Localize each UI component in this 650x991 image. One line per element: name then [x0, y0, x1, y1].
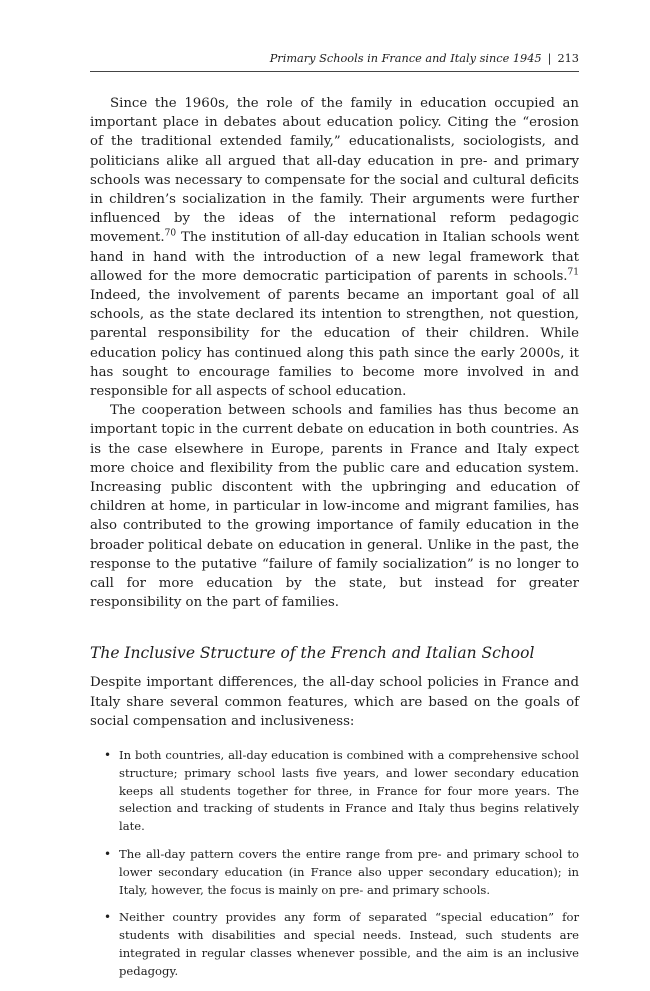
list-item-text: Neither country provides any form of separated “special education” for students with disabilities and special needs. Instead, such students are integrated in regular classes whenever possible, and the aim is an inclusive pedagogy.	[119, 910, 579, 978]
running-title: Primary Schools in France and Italy since 1945	[269, 52, 542, 65]
paragraph-text: Indeed, the involvement of parents became an important goal of all schools, as the state declared its intention to strengthen, not question, parental responsibility for the education of their children. While education policy has continued along this path since the early 2000s, it has sought to encourage families to become more involved in and responsible for all aspects of school education.	[90, 288, 579, 400]
page-number: 213	[557, 52, 579, 65]
section-intro: Despite important differences, the all-day school policies in France and Italy share several common features, which are based on the goals of social compensation and inclusiveness:	[90, 675, 579, 729]
list-item	[90, 846, 579, 899]
paragraph-text: Since the 1960s, the role of the family in education occupied an important place in debates about education policy. Citing the “erosion of the traditional extended family,” educationalists, sociologists, and politicians alike all argued that all-day education in pre- and primary schools was necessary to compensate for the social and cultural deficits in children’s socialization in the family. Their arguments were further influenced by the ideas of the international reform pedagogic movement.	[90, 96, 579, 246]
footnote-ref-70[interactable]: 70	[164, 229, 177, 239]
list-item	[90, 747, 579, 836]
features-list	[90, 747, 579, 981]
running-header	[90, 50, 579, 68]
section-heading: The Inclusive Structure of the French and Italian School	[90, 644, 535, 663]
paragraph-school-family-cooperation: The cooperation between schools and families has thus become an important topic in the current debate on education in both countries. As is the case elsewhere in Europe, parents in France and Italy expect more choice and flexibility from the public care and education system. Increasing public discontent with the upbringing and education of children at home, in particular in low-income and migrant families, has also contributed to the growing importance of family education in the broader political debate on education in general. Unlike in the past, the response to the putative “failure of family socialization” is no longer to call for more education by the state, but instead for greater responsibility on the part of families.	[90, 403, 579, 611]
header-rule	[90, 71, 579, 72]
list-item-text: In both countries, all-day education is combined with a comprehensive school structure; primary school lasts five years, and lower secondary education keeps all students together for three, in France for four more years. The selection and tracking of students in France and Italy thus begins relatively late.	[119, 748, 579, 834]
bullet-icon: •	[104, 748, 112, 763]
paragraph-family-role	[90, 94, 579, 401]
body-text	[90, 94, 579, 991]
footnote-ref-71[interactable]: 71	[567, 267, 579, 278]
header-separator: |	[547, 52, 552, 65]
bullet-icon: •	[104, 847, 112, 862]
paragraph-text: The institution of all-day education in Italian schools went hand in hand with the introduction of a new legal framework that allowed for the more democratic participation of parents in schools.	[90, 230, 579, 284]
list-item	[90, 909, 579, 980]
list-item-text: The all-day pattern covers the entire range from pre- and primary school to lower secondary education (in France also upper secondary education); in Italy, however, the focus is mainly on pre- and primary schools.	[119, 847, 579, 897]
bullet-icon: •	[104, 910, 112, 925]
